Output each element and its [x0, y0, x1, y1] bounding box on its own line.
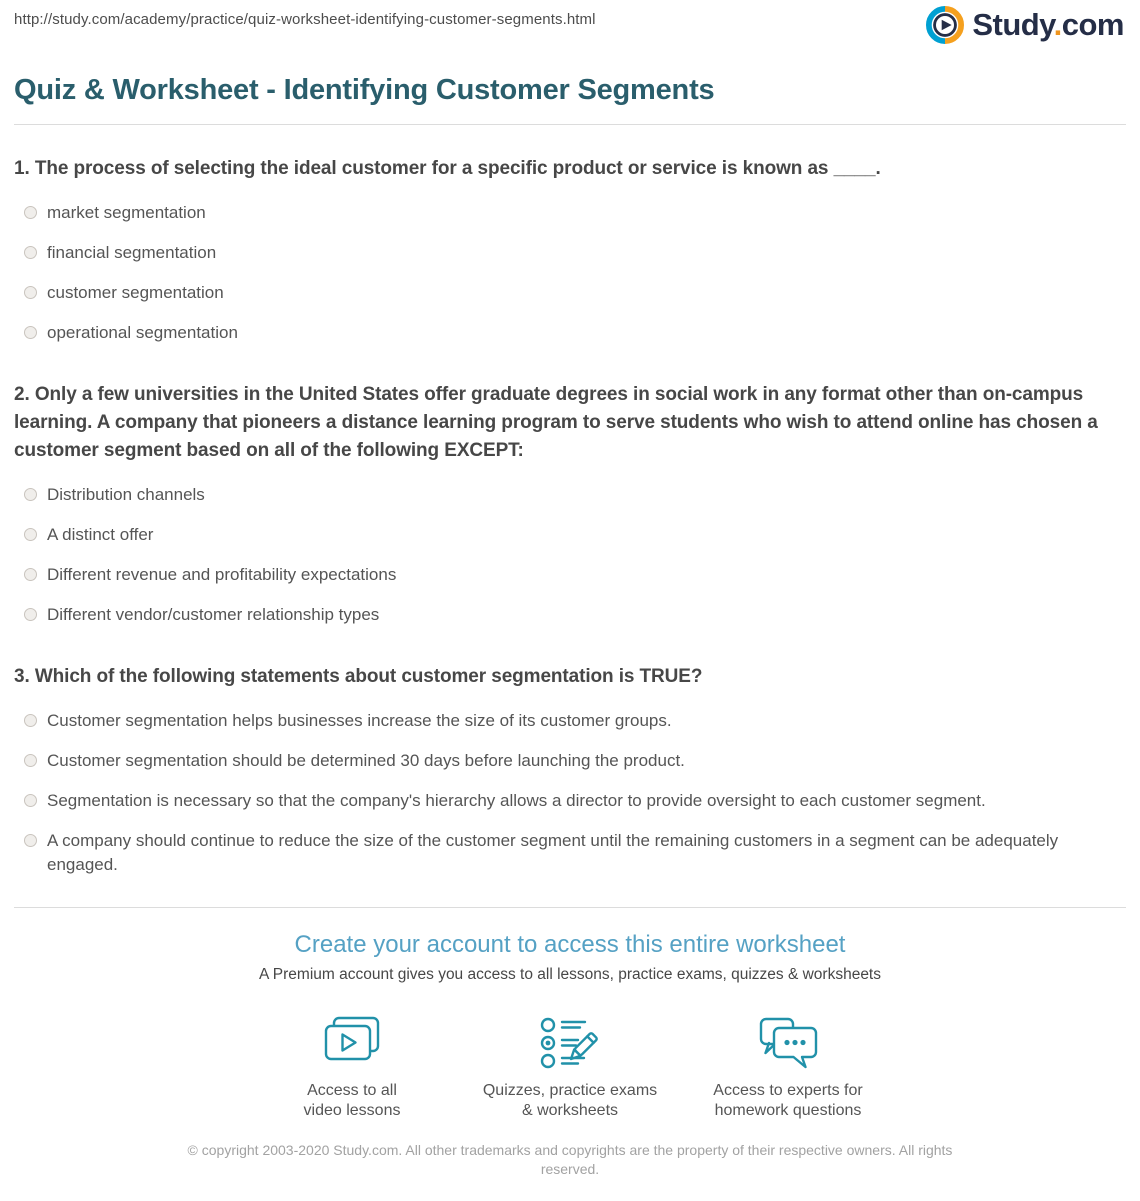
- radio-button[interactable]: [24, 488, 37, 501]
- option-label: A company should continue to reduce the size of the customer segment until the remaining customers in a segment can be adequately engaged.: [47, 831, 1059, 874]
- feature-quizzes-worksheets: [470, 1015, 670, 1121]
- answer-option[interactable]: [14, 515, 1126, 555]
- feature-video-lessons: [252, 1015, 452, 1121]
- question-text: 3. Which of the following statements about customer segmentation is TRUE?: [14, 666, 703, 687]
- studycom-logo-text: Study.com: [972, 7, 1124, 42]
- option-label: Segmentation is necessary so that the company's hierarchy allows a director to provide oversight to each customer segment.: [47, 791, 986, 810]
- answer-option[interactable]: [14, 475, 1126, 515]
- feature-experts-chat: [688, 1015, 888, 1121]
- radio-button[interactable]: [24, 246, 37, 259]
- radio-button[interactable]: [24, 568, 37, 581]
- option-label: customer segmentation: [47, 283, 224, 302]
- option-label: Distribution channels: [47, 485, 205, 504]
- features-row: [0, 1015, 1140, 1121]
- cta-heading: Create your account to access this entire worksheet: [294, 931, 846, 958]
- cta-divider: [14, 907, 1126, 908]
- option-label: operational segmentation: [47, 323, 238, 342]
- answer-option[interactable]: [14, 821, 1126, 885]
- answer-option[interactable]: [14, 313, 1126, 353]
- answer-option[interactable]: [14, 193, 1126, 233]
- radio-button[interactable]: [24, 794, 37, 807]
- radio-button[interactable]: [24, 608, 37, 621]
- page-title: Quiz & Worksheet - Identifying Customer Segments: [14, 74, 715, 106]
- radio-button[interactable]: [24, 714, 37, 727]
- option-label: financial segmentation: [47, 243, 217, 262]
- radio-button[interactable]: [24, 834, 37, 847]
- answer-option[interactable]: [14, 781, 1126, 821]
- question-block: [14, 381, 1126, 635]
- radio-button[interactable]: [24, 326, 37, 339]
- answer-option[interactable]: [14, 701, 1126, 741]
- option-label: market segmentation: [47, 203, 206, 222]
- option-label: A distinct offer: [47, 525, 154, 544]
- video-lessons-icon: [252, 1015, 452, 1069]
- question-block: [14, 663, 1126, 885]
- feature-label: Access to all video lessons: [303, 1082, 401, 1119]
- title-divider: [14, 124, 1126, 125]
- option-label: Different revenue and profitability expectations: [47, 565, 397, 584]
- studycom-play-logo-icon: [926, 6, 964, 44]
- cta-subheading: A Premium account gives you access to all lessons, practice exams, quizzes & worksheets: [259, 966, 881, 983]
- answer-option[interactable]: [14, 595, 1126, 635]
- page-header: [0, 0, 1140, 58]
- answer-option[interactable]: [14, 741, 1126, 781]
- options-list: [14, 193, 1126, 353]
- answer-option[interactable]: [14, 555, 1126, 595]
- feature-label: Quizzes, practice exams & worksheets: [482, 1082, 658, 1119]
- page-url: http://study.com/academy/practice/quiz-worksheet-identifying-customer-segments.html: [14, 11, 596, 28]
- option-label: Customer segmentation helps businesses increase the size of its customer groups.: [47, 711, 672, 730]
- experts-chat-icon: [688, 1015, 888, 1069]
- logo-dot: .: [1053, 7, 1062, 42]
- radio-button[interactable]: [24, 754, 37, 767]
- question-text: 1. The process of selecting the ideal customer for a specific product or service is known as ____.: [14, 158, 881, 179]
- radio-button[interactable]: [24, 206, 37, 219]
- options-list: [14, 701, 1126, 885]
- question-text: 2. Only a few universities in the United States offer graduate degrees in social work in any format other than on-campus learning. A company that pioneers a distance learning program to serve students who wish to attend online has chosen a customer segment based on all of the following EXCEPT:: [14, 384, 1098, 461]
- option-label: Customer segmentation should be determined 30 days before launching the product.: [47, 751, 685, 770]
- questions-list: [14, 155, 1126, 885]
- answer-option[interactable]: [14, 233, 1126, 273]
- radio-button[interactable]: [24, 528, 37, 541]
- quizzes-worksheets-icon: [470, 1015, 670, 1069]
- feature-label: Access to experts for homework questions: [713, 1082, 863, 1119]
- radio-button[interactable]: [24, 286, 37, 299]
- answer-option[interactable]: [14, 273, 1126, 313]
- options-list: [14, 475, 1126, 635]
- option-label: Different vendor/customer relationship types: [47, 605, 380, 624]
- question-block: [14, 155, 1126, 353]
- studycom-logo[interactable]: [926, 6, 1124, 44]
- cta-section: [0, 907, 1140, 1121]
- copyright-footer: © copyright 2003-2020 Study.com. All other trademarks and copyrights are the property of their respective owners. All rights reserved.: [187, 1142, 953, 1177]
